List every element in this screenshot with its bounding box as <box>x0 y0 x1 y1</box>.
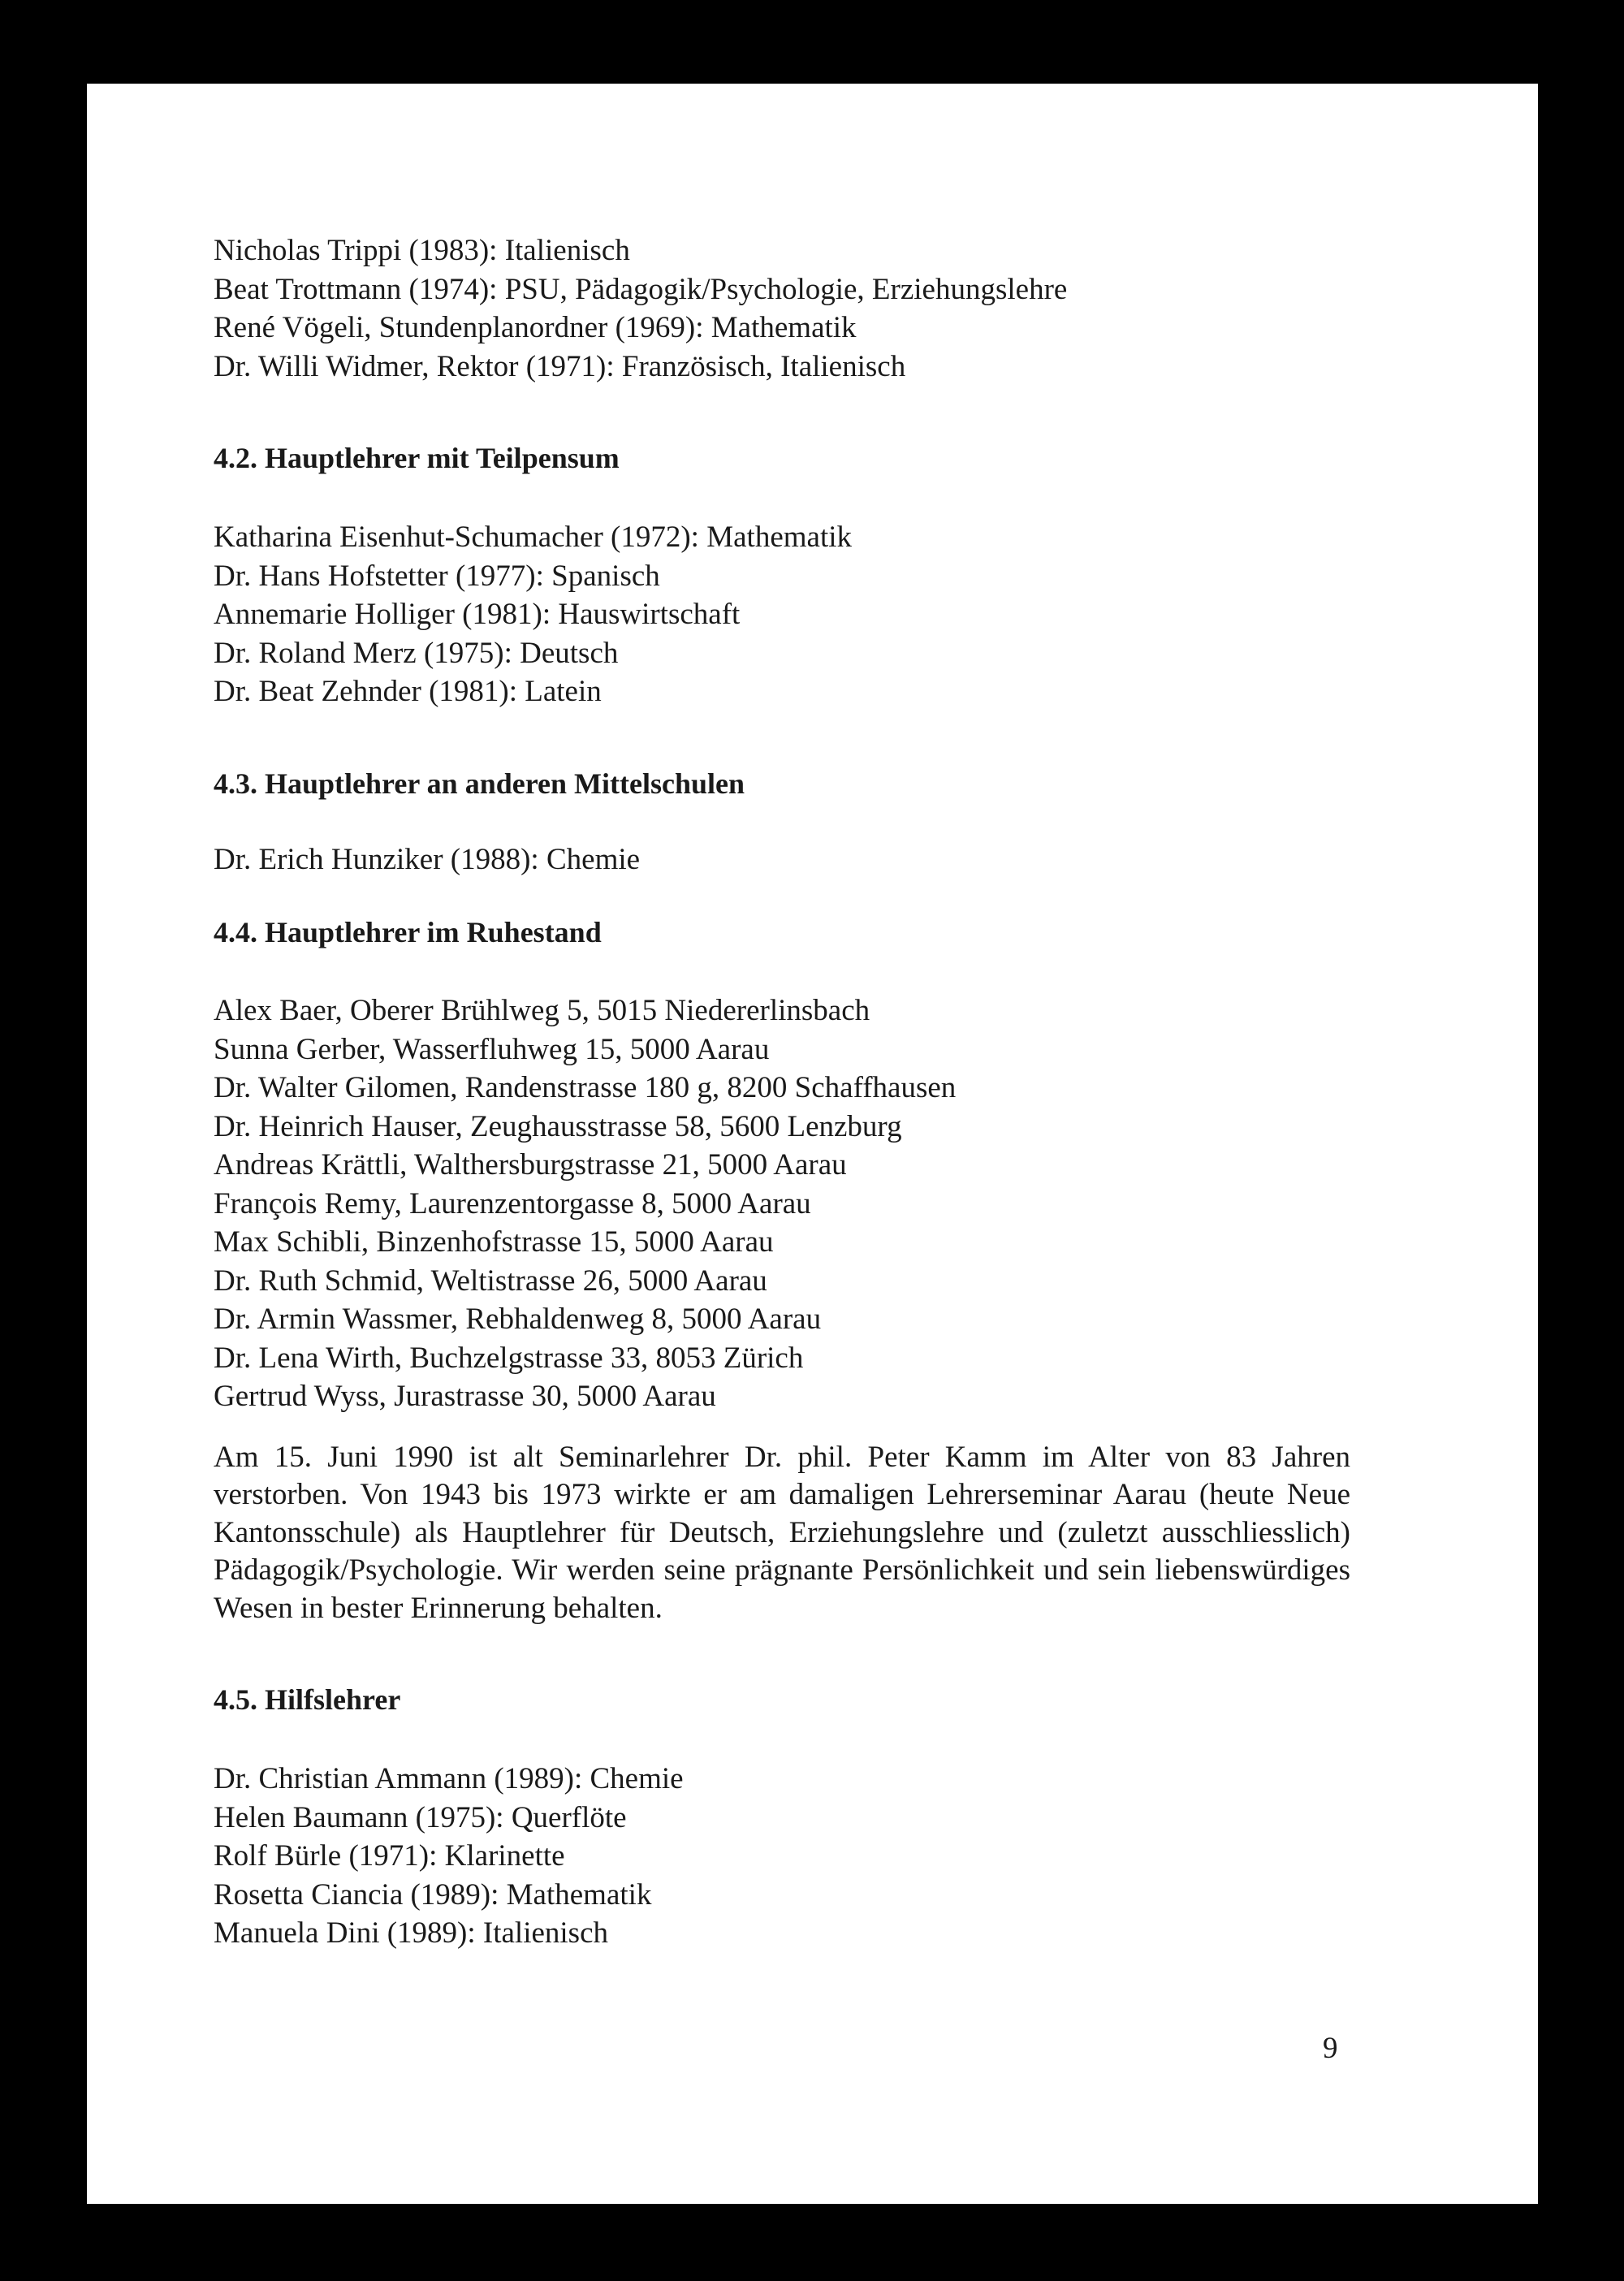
list-item: Dr. Armin Wassmer, Rebhaldenweg 8, 5000 Aarau <box>214 1303 822 1336</box>
list-item: Alex Baer, Oberer Brühlweg 5, 5015 Niedererlinsbach <box>214 994 870 1027</box>
list-item: Max Schibli, Binzenhofstrasse 15, 5000 Aarau <box>214 1225 774 1259</box>
list-item: Gertrud Wyss, Jurastrasse 30, 5000 Aarau <box>214 1380 716 1413</box>
section-heading-4-5: 4.5. Hilfslehrer <box>214 1683 401 1716</box>
list-item: François Remy, Laurenzentorgasse 8, 5000 Aarau <box>214 1186 811 1220</box>
page-content <box>214 231 1432 1953</box>
list-item: Nicholas Trippi (1983): Italienisch <box>214 234 630 267</box>
list-item: Beat Trottmann (1974): PSU, Pädagogik/Psychologie, Erziehungslehre <box>214 272 1068 306</box>
document-page <box>87 84 1538 2204</box>
section-heading-4-4: 4.4. Hauptlehrer im Ruhestand <box>214 916 602 948</box>
list-item: Katharina Eisenhut-Schumacher (1972): Mathematik <box>214 521 852 554</box>
section-heading-4-2: 4.2. Hauptlehrer mit Teilpensum <box>214 442 620 474</box>
list-item: Sunna Gerber, Wasserfluhweg 15, 5000 Aarau <box>214 1032 770 1066</box>
list-item: Dr. Erich Hunziker (1988): Chemie <box>214 842 641 876</box>
list-item: Dr. Heinrich Hauser, Zeughausstrasse 58, 5600 Lenzburg <box>214 1109 902 1143</box>
list-item: Manuela Dini (1989): Italienisch <box>214 1916 609 1950</box>
list-item: Rolf Bürle (1971): Klarinette <box>214 1839 565 1873</box>
list-item: Dr. Christian Ammann (1989): Chemie <box>214 1762 684 1795</box>
list-item: Rosetta Ciancia (1989): Mathematik <box>214 1877 652 1912</box>
section-heading-4-3: 4.3. Hauptlehrer an anderen Mittelschulen <box>214 767 745 800</box>
list-item: Dr. Ruth Schmid, Weltistrasse 26, 5000 Aarau <box>214 1264 767 1298</box>
obituary-paragraph: Am 15. Juni 1990 ist alt Seminarlehrer Dr. phil. Peter Kamm im Alter von 83 Jahren verstorben. Von 1943 bis 1973 wirkte er am damaligen Lehrerseminar Aarau (heute Neue Kantonsschule) als Hauptlehrer für Deutsch, Erziehungslehre und (zuletzt ausschliesslich) Pädagogik/Psychologie. Wir werden seine prägnante Persönlichkeit und sein liebenswürdiges Wesen in bester Erinnerung behalten. <box>214 1440 1350 1625</box>
list-item: Dr. Willi Widmer, Rektor (1971): Französisch, Italienisch <box>214 349 906 383</box>
list-item: Dr. Lena Wirth, Buchzelgstrasse 33, 8053 Zürich <box>214 1341 804 1375</box>
list-item: Dr. Walter Gilomen, Randenstrasse 180 g, 8200 Schaffhausen <box>214 1071 957 1104</box>
section-4-4-list <box>214 991 1432 1416</box>
section-4-2-list <box>214 518 1432 711</box>
list-item: Andreas Krättli, Walthersburgstrasse 21, 5000 Aarau <box>214 1148 847 1182</box>
intro-list <box>214 231 1432 386</box>
list-item: René Vögeli, Stundenplanordner (1969): Mathematik <box>214 311 857 344</box>
list-item: Annemarie Holliger (1981): Hauswirtschaft <box>214 598 741 631</box>
list-item: Dr. Roland Merz (1975): Deutsch <box>214 636 619 670</box>
list-item: Helen Baumann (1975): Querflöte <box>214 1800 627 1834</box>
section-4-3-list <box>214 840 1432 879</box>
list-item: Dr. Beat Zehnder (1981): Latein <box>214 675 602 708</box>
list-item: Dr. Hans Hofstetter (1977): Spanisch <box>214 559 660 593</box>
section-4-5-list <box>214 1760 1432 1953</box>
page-number: 9 <box>1323 2032 1338 2065</box>
